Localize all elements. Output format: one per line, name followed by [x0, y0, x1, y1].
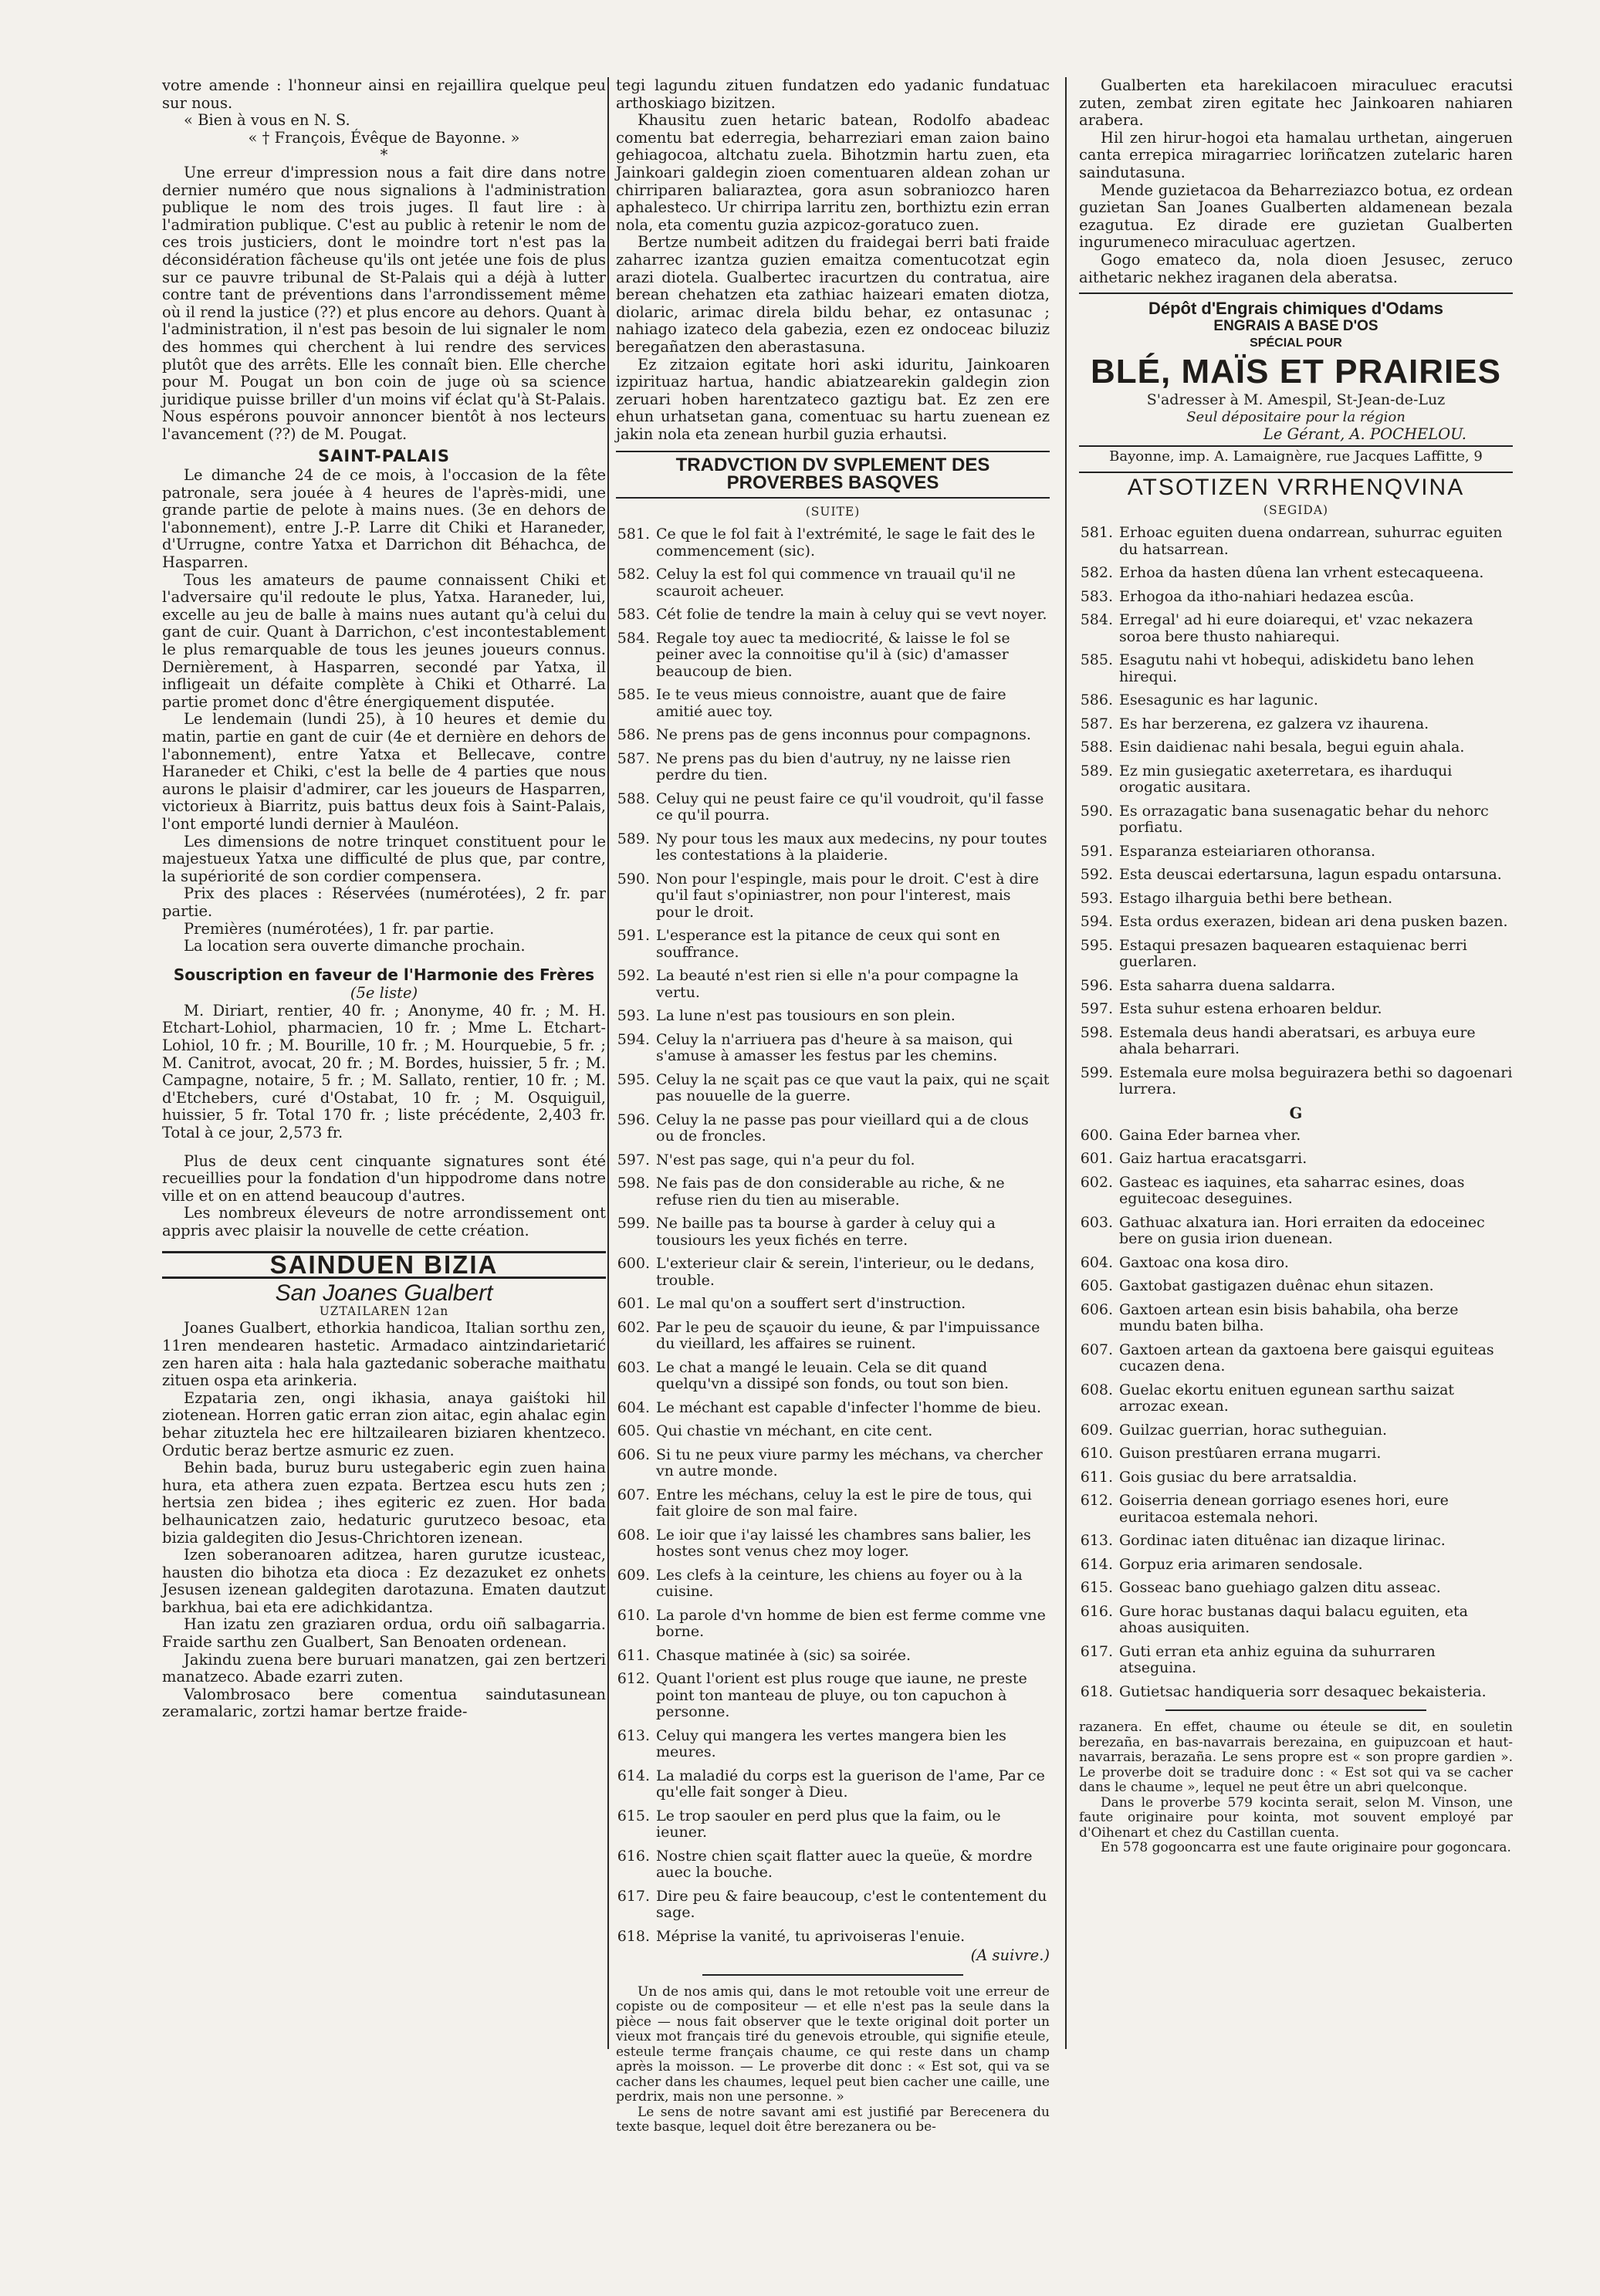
- paragraph: Izen soberanoaren aditzea, haren gurutze icusteac, hausten dio bihotza eta dioca : Ez dezazuket ez onhets Jesusen izenean galdegiten darotazuna. Ematen dautzut barkhua, bai eta ere adichkidantza.: [162, 1546, 606, 1616]
- proverb-number: 606.: [1080, 1300, 1113, 1318]
- paragraph: Gogo ematecо da, nola dioen Jesusec, zeruco aithetaric nekhez iraganen dela aberatsa.: [1079, 250, 1513, 286]
- proverb-number: 583.: [617, 606, 650, 624]
- proverb-item: [616, 1648, 1050, 1665]
- column-rule-2: [1065, 77, 1067, 2049]
- column-1: [162, 77, 606, 1721]
- paragraph: Han izatu zen graziaren ordua, ordu oiñ salbagarria. Fraide sarthu zen Gualbert, San Benoaten ordenean.: [162, 1615, 606, 1652]
- proverb-text: Le chat a mangé le leuain. Cela se dit quand quelqu'vn a dissipé son fonds, ou tout son bien.: [656, 1358, 1010, 1393]
- gerant: Le Gérant, A. POCHELOU.: [1263, 425, 1466, 444]
- proverb-item: [616, 1360, 1050, 1393]
- proverb-number: 616.: [1080, 1602, 1113, 1620]
- proverb-text: Cét folie de tendre la main à celuy qui se vevt noyer.: [656, 606, 1047, 624]
- proverb-number: 618.: [617, 1927, 650, 1945]
- proverb-number: 605.: [1080, 1277, 1113, 1295]
- paragraph: Joanes Gualbert, ethorkia handicoa, Italian sorthu zen, 11ren mendearen hastetic. Armadaco aintzindarietarić zen haren aita : hala hala gaztedanic soberache maithatu zituen ospa eta arinkeria.: [162, 1319, 606, 1390]
- proverb-text: Quant l'orient est plus rouge que iaune, ne preste point ton manteau de pluye, ou ton capuchon à personne.: [656, 1670, 1027, 1721]
- proverb-item: [1079, 652, 1513, 685]
- column-3: [1079, 77, 1513, 1856]
- proverb-number: 614.: [617, 1767, 650, 1784]
- proverb-text: Gaxtoen artean da gaxtoena bere gaisqui eguiteas cucazen dena.: [1119, 1341, 1494, 1375]
- proverb-text: Ne baille pas ta bourse à garder à celuy qui a tousiours les yeux fichés en terre.: [656, 1215, 996, 1249]
- proverb-number: 595.: [1080, 936, 1113, 954]
- proverb-text: Chasque matinée à (sic) sa soirée.: [656, 1646, 912, 1664]
- proverb-item: [616, 1423, 1050, 1440]
- proverb-item: [1079, 1446, 1513, 1462]
- proverb-number: 597.: [1080, 1000, 1113, 1018]
- proverb-item: [616, 751, 1050, 784]
- proverb-item: [1079, 914, 1513, 931]
- column-rule-1: [607, 77, 609, 2049]
- proverb-item: [616, 1447, 1050, 1480]
- footnote: razanera. En effet, chaume ou éteule se dit, en souletin berezaña, en bas-navarrais berezaina, en guipuzcoan et haut-navarrais, berazaña. Le sens propre est « son propre gardien ». Le proverbe doit se traduire donc : « Est sot qui va se cacher dans le chaume », lequel ne peut être un abri quelconque.: [1079, 1719, 1513, 1796]
- proverb-item: [1079, 867, 1513, 884]
- proverb-item: [1079, 1493, 1513, 1526]
- article-date: UZTAILAREN 12an: [319, 1304, 449, 1318]
- proverb-number: 592.: [1080, 866, 1113, 884]
- proverb-text: L'esperance est la pitance de ceux qui sont en souffrance.: [656, 927, 1000, 961]
- footnote: Dans le proverbe 579 kocinta serait, selon M. Vinson, une faute originaire pour kointa, mot souvent employé par d'Oihenart et chez du Castillan cuenta.: [1079, 1794, 1513, 1841]
- paragraph: Jakindu zuena bere buruari manatzen, gai zen bertzeri manatzeco. Abade ezarri zuten.: [162, 1650, 606, 1686]
- paragraph: Behin bada, buruz buru ustegaberic egin zuen haina hura, eta athera zuen ezpata. Bertzea escu huts zen ; hertsia zen bidea ; ihes egiteric ez zuen. Hor bada belhaunicatzen zaio, hedaturic gurutzeco besoac, eta bizia galdegiten dio Jesus-Chrichtoren izenean.: [162, 1459, 606, 1547]
- proverb-item: [616, 1608, 1050, 1641]
- proverb-number: 587.: [1080, 715, 1113, 732]
- proverb-number: 615.: [617, 1807, 650, 1824]
- proverb-item: [1079, 1255, 1513, 1272]
- proverb-text: Si tu ne peux viure parmy les méchans, va chercher vn autre monde.: [656, 1446, 1043, 1480]
- paragraph: La location sera ouverte dimanche prochain.: [184, 937, 526, 955]
- proverb-text: Esta deuscai edertarsuna, lagun espadu ontarsuna.: [1119, 866, 1502, 884]
- proverb-number: 582.: [617, 566, 650, 583]
- proverb-number: 612.: [617, 1670, 650, 1688]
- proverb-item: [1079, 978, 1513, 995]
- proverb-item: [1079, 525, 1513, 558]
- proverb-number: 590.: [617, 870, 650, 888]
- proverb-text: Celuy qui ne peust faire ce qu'il voudroit, qu'il fasse ce qu'il pourra.: [656, 790, 1044, 824]
- proverb-item: [1079, 1533, 1513, 1550]
- proverb-number: 599.: [1080, 1063, 1113, 1081]
- proverb-item: [1079, 1684, 1513, 1701]
- proverb-item: [1079, 1215, 1513, 1248]
- proverb-item: [616, 1296, 1050, 1313]
- proverb-text: Gaiz hartua eracatsgarri.: [1119, 1150, 1307, 1168]
- proverb-item: [616, 1152, 1050, 1169]
- proverb-text: N'est pas sage, qui n'a peur du fol.: [656, 1151, 915, 1168]
- column-2: [616, 77, 1050, 2135]
- paragraph: « Bien à vous en N. S.: [184, 111, 350, 130]
- paragraph: Prix des places : Réservées (numérotées), 2 fr. par partie.: [162, 884, 606, 920]
- paragraph: Khausitu zuen hetaric batean, Rodolfo abadeac comentu bat ederregia, beharreziari eman zaion baino gehiagocoa, altchatu zuela. Bihotzmin hartu zuen, eta Jainkoari galdegin zioen comentuaren aldean zohan ur chirriparen baliaraztea, gora asun sobraniozco haren aphalesteco. Ur chirripa larritu zen, borthiztu ezin erran nola, eta comentu guzia azpicoz-goratuco zuen.: [616, 111, 1050, 234]
- paragraph: Premières (numérotées), 1 fr. par partie.: [184, 919, 495, 938]
- proverb-item: [616, 1320, 1050, 1353]
- proverb-text: Ie te veus mieus connoistre, auant que de faire amitié auec toy.: [656, 686, 1006, 720]
- proverb-text: Le ioir que i'ay laissé les chambres sans balier, les hostes sont venus chez moy loger.: [656, 1526, 1031, 1561]
- proverb-number: 588.: [617, 790, 650, 807]
- proverb-text: Estemala eure molsa beguirazera bethi so dagoenari lurrera.: [1119, 1063, 1513, 1098]
- proverb-text: Par le peu de sçauoir du ieune, & par l'impuissance du vieillard, les affaires se ruinent.: [656, 1318, 1040, 1353]
- divider: [702, 1974, 962, 1976]
- proverb-number: 590.: [1080, 802, 1113, 820]
- proverb-item: [616, 928, 1050, 961]
- proverb-number: 602.: [1080, 1173, 1113, 1191]
- proverb-text: La beauté n'est rien si elle n'a pour compagne la vertu.: [656, 967, 1019, 1001]
- proverb-text: Celuy la est fol qui commence vn trauail qu'il ne scauroit acheuer.: [656, 566, 1016, 600]
- proverb-text: Guelac ekortu enituen egunean sarthu saizat arrozac exean.: [1119, 1381, 1455, 1415]
- proverb-number: 587.: [617, 749, 650, 767]
- paragraph: Mende guzietacoa da Beharreziazco botua, ez ordean guzietan San Joanes Gualberten aldamenean bezala ezagutua. Ez dirade ere guzietan Gualberten ingurumeneco miraculuac agertzen.: [1079, 181, 1513, 252]
- proverb-item: [616, 1848, 1050, 1882]
- paragraph: Une erreur d'impression nous a fait dire dans notre dernier numéro que nous signalions à l'administration publique le nom des trois juges. Il faut lire : à l'admiration publique. C'est au public à retenir le nom de ces trois justiciers, dont le moindre tort n'est pas la déconsidération fâcheuse qu'ils ont jetée une fois de plus sur ce pauvre tribunal de St-Palais qui a déjà à lutter contre tant de préventions dans l'arrondissement même où il rend la justice (??) et plus encore au dehors. Quant à l'administration, il n'est pas besoin de lui signaler le nom des hommes qui cherchent à lui rendre des services plutôt que des arrêts. Elle les connaît bien. Elle cherche pour M. Pougat un bon coin de juge où sa science juridique puisse briller d'un moins vif éclat qu'à St-Palais. Nous espérons pouvoir annoncer bientôt à nos lecteurs l'avancement (??) de M. Pougat.: [162, 163, 606, 443]
- proverb-number: 597.: [617, 1151, 650, 1168]
- proverb-text: Celuy la n'arriuera pas d'heure à sa maison, qui s'amuse à amasser les festus par les chemins.: [656, 1030, 1013, 1065]
- proverb-text: Estemala deus handi aberatsari, es arbuya eure ahala beharrari.: [1119, 1023, 1476, 1058]
- proverb-text: Es har berzerena, ez galzera vz ihaurena.: [1119, 715, 1429, 732]
- proverb-number: 592.: [617, 967, 650, 985]
- to-be-continued: (A suivre.): [970, 1946, 1050, 1965]
- proverb-number: 618.: [1080, 1682, 1113, 1700]
- signature: « † François, Évêque de Bayonne. »: [248, 128, 520, 147]
- proverb-text: Méprise la vanité, tu aprivoiseras l'enuie.: [656, 1927, 966, 1945]
- divider: [1079, 472, 1513, 473]
- proverb-item: [616, 1032, 1050, 1065]
- ad-title: Dépôt d'Engrais chimiques d'Odams: [1148, 299, 1444, 319]
- proverb-text: Gois gusiac du bere arratsaldia.: [1119, 1468, 1358, 1486]
- proverb-text: Gaina Eder barnea vher.: [1119, 1126, 1301, 1144]
- proverb-item: [1079, 938, 1513, 971]
- imprint: Bayonne, imp. A. Lamaignère, rue Jacques Laffitte, 9: [1109, 448, 1483, 465]
- proverb-text: Entre les méchans, celuy la est le pire de tous, qui fait gloire de son mal faire.: [656, 1486, 1032, 1520]
- footnote: Le sens de notre savant ami est justifié par Berecenera du texte basque, lequel doit être berezanera ou be-: [616, 2104, 1050, 2135]
- proverb-number: 605.: [617, 1422, 650, 1440]
- proverb-text: La parole d'vn homme de bien est ferme comme vne borne.: [656, 1606, 1046, 1641]
- proverb-item: [616, 1728, 1050, 1761]
- proverb-number: 609.: [617, 1566, 650, 1584]
- proverb-text: Gaxtoac ona kosa diro.: [1119, 1253, 1289, 1271]
- paragraph: M. Diriart, rentier, 40 fr. ; Anonyme, 40 fr. ; M. H. Etchart-Lohiol, pharmacien, 10 fr. ; Mme L. Etchart-Lohiol, 10 fr. ; M. Bourille, 10 fr. ; M. Hourquebie, 5 fr. ; M. Canitrot, avocat, 20 fr. ; M. Bordes, huissier, 5 fr. ; M. Campagne, notaire, 5 fr. ; M. Sallato, rentier, 10 fr. ; M. d'Etchebers, curé d'Ostabat, 10 fr. ; M. Osquiguil, huissier, 5 fr. Total 170 fr. ; liste précédente, 2,403 fr. Total à ce jour, 2,573 fr.: [162, 1001, 606, 1142]
- proverb-text: Gure horac bustanas daqui balacu eguiten, eta ahoas ausiquiten.: [1119, 1602, 1468, 1637]
- proverb-number: 616.: [617, 1847, 650, 1865]
- proverb-number: 613.: [617, 1726, 650, 1744]
- translation-heading: TRADVCTION DV SVPLEMENT DES PROVERBES BASQVES: [616, 451, 1050, 498]
- proverb-text: Esin daidienac nahi besala, begui eguin ahala.: [1119, 739, 1465, 756]
- proverb-number: 614.: [1080, 1555, 1113, 1573]
- paragraph: Le lendemain (lundi 25), à 10 heures et demie du matin, partie en gant de cuir (4e et dernière en dehors de l'abonnement), entre Yatxa et Bellecave, contre Haraneder et Chiki, c'est la belle de 4 parties que nous aurons le plaisir d'admirer, car les joueurs de Hasparren, victorieux à Biarritz, puis battus deux fois à Saint-Palais, l'ont emporté lundi dernier à Mauléon.: [162, 710, 606, 833]
- proverb-text: Guilzac guerrian, horac sutheguian.: [1119, 1421, 1388, 1439]
- proverb-item: [616, 727, 1050, 744]
- proverb-item: [616, 526, 1050, 560]
- proverb-text: Gathuac alxatura ian. Hori erraiten da edoceinec bere on gusia irion duenean.: [1119, 1213, 1485, 1248]
- proverb-item: [616, 791, 1050, 824]
- proverb-item: [616, 1256, 1050, 1289]
- proverb-number: 600.: [617, 1255, 650, 1273]
- proverb-number: 583.: [1080, 587, 1113, 605]
- proverb-number: 613.: [1080, 1532, 1113, 1550]
- proverb-number: 593.: [1080, 889, 1113, 907]
- proverb-number: 594.: [1080, 913, 1113, 931]
- proverb-text: Gaxtoen artean esin bisis bahabila, oha berze mundu baten bilha.: [1119, 1300, 1459, 1335]
- proverb-item: [1079, 844, 1513, 861]
- proverb-number: 586.: [1080, 692, 1113, 709]
- proverb-text: Goiserria denean gorriago esenes hori, eure euritacoa estemala nehori.: [1119, 1492, 1449, 1526]
- translation-subheading: (SUITE): [805, 504, 861, 519]
- proverb-number: 611.: [1080, 1468, 1113, 1486]
- paragraph: Les nombreux éleveurs de notre arrondissement ont appris avec plaisir la nouvelle de cette création.: [162, 1204, 606, 1239]
- proverb-text: Gasteac es iaquines, eta saharrac esines, doas eguitecoac deseguines.: [1119, 1173, 1465, 1208]
- proverb-number: 591.: [1080, 842, 1113, 860]
- ad-subtitle: SPÉCIAL POUR: [1250, 336, 1342, 350]
- proverb-number: 604.: [1080, 1253, 1113, 1271]
- proverb-text: Les clefs à la ceinture, les chiens au foyer ou à la cuisine.: [656, 1566, 1023, 1601]
- proverb-item: [1079, 739, 1513, 756]
- proverb-number: 584.: [1080, 611, 1113, 629]
- proverb-item: [1079, 1580, 1513, 1597]
- proverb-item: [616, 1567, 1050, 1601]
- proverb-text: Ce que le fol fait à l'extrémité, le sage le fait des le commencement (sic).: [656, 526, 1036, 560]
- ad-headline: BLÉ, MAÏS ET PRAIRIES: [1091, 352, 1501, 391]
- proverb-item: [1079, 1278, 1513, 1295]
- footnote: Un de nos amis qui, dans le mot retouble voit une erreur de copiste ou de compositeur — et elle n'est pas la seule dans la pièce — nous fait observer que le texte original doit porter un vieux mot français tiré du genevois etrouble, qui signifie eteule, esteule terme français chaume, ce qui reste dans un champ après la moisson. — Le proverbe dit donc : « Est sot, qui va se cacher dans les chaumes, lequel peut bien cacher une caille, une perdrix, mais non une personne. »: [616, 1983, 1050, 2105]
- proverb-text: Celuy la ne sçait pas ce que vaut la paix, qui ne sçait pas nouuelle de la guerre.: [656, 1070, 1050, 1105]
- proverb-item: [616, 1216, 1050, 1249]
- proverb-number: 600.: [1080, 1126, 1113, 1144]
- proverb-text: Erhoa da hasten dûena lan vrhent estecaqueena.: [1119, 564, 1484, 582]
- proverb-item: [1079, 891, 1513, 908]
- proverb-number: 596.: [617, 1111, 650, 1128]
- proverb-number: 585.: [1080, 651, 1113, 669]
- proverb-text: Esagutu nahi vt hobequi, adiskidetu bano lehen hirequi.: [1119, 651, 1474, 685]
- proverb-text: Es orrazagatic bana susenagatic behar du nehorc porfiatu.: [1119, 802, 1489, 837]
- proverb-item: [616, 1400, 1050, 1417]
- proverb-number: 607.: [617, 1486, 650, 1503]
- proverb-number: 596.: [1080, 976, 1113, 994]
- paragraph: Le dimanche 24 de ce mois, à l'occasion de la fête patronale, sera jouée à 4 heures de l'après-midi, une grande partie de pelote à mains nues. (3e en dehors de l'abonnement), entre J.-P. Larre dit Chiki et Haraneder, d'Urrugne, contre Yatxa et Darrichon dit Béhachca, de Hasparren.: [162, 466, 606, 572]
- proverb-number: 611.: [617, 1646, 650, 1664]
- proverb-item: [1079, 589, 1513, 606]
- proverb-number: 610.: [1080, 1445, 1113, 1462]
- proverbs-subheading: (SEGIDA): [1263, 502, 1329, 517]
- proverb-item: [1079, 612, 1513, 645]
- proverb-item: [1079, 1644, 1513, 1677]
- paragraph: Tous les amateurs de paume connaissent Chiki et l'adversaire qu'il redoute le plus, Yatxa. Haraneder, lui, excelle au jeu de balle à mains nues autant qu'à celui du gant de cuir. Quant à Darrichon, c'est incontestablement le plus remarquable de tous les jeunes joueurs connus. Dernièrement, à Hasparren, secondé par Yatxa, il infligeait un défaite complète à Chiki et Otharré. La partie promet donc d'être énergiquement disputée.: [162, 570, 606, 711]
- proverb-number: 610.: [617, 1606, 650, 1624]
- proverb-number: 603.: [1080, 1213, 1113, 1231]
- proverb-text: La lune n'est pas tousiours en son plein.: [656, 1007, 956, 1025]
- proverb-number: 581.: [1080, 524, 1113, 542]
- paragraph: Les dimensions de notre trinquet constituent pour le majestueux Yatxa une difficulté de plus que, par contre, la supériorité de son cordier compensera.: [162, 832, 606, 885]
- proverb-item: [616, 687, 1050, 720]
- proverb-number: 585.: [617, 686, 650, 704]
- proverb-number: 615.: [1080, 1579, 1113, 1597]
- proverb-number: 608.: [1080, 1381, 1113, 1398]
- paragraph: Hil zen hirur-hogoi eta hamalau urthetan, aingeruen canta errepica miragarriec loriñcatzen zutelaric haren saindutasuna.: [1079, 128, 1513, 181]
- proverb-text: Ne prens pas du bien d'autruy, ny ne laisse rien perdre du tien.: [656, 749, 1011, 784]
- divider: [1079, 292, 1513, 294]
- proverb-number: 617.: [617, 1887, 650, 1905]
- proverb-text: Estago ilharguia bethi bere bethean.: [1119, 889, 1393, 907]
- proverb-number: 602.: [617, 1318, 650, 1336]
- proverb-item: [1079, 1382, 1513, 1415]
- proverb-item: [1079, 1151, 1513, 1168]
- proverb-number: 581.: [617, 526, 650, 543]
- proverb-item: [616, 968, 1050, 1001]
- proverb-item: [1079, 1469, 1513, 1486]
- proverb-text: Non pour l'espingle, mais pour le droit. C'est à dire qu'il faut s'opiniastrer, non pour l'interest, mais pour le droit.: [656, 870, 1040, 921]
- proverb-number: 604.: [617, 1398, 650, 1416]
- proverb-item: G: [1289, 1104, 1303, 1122]
- proverb-text: Ez min gusiegatic axeterretara, es iharduqui orogatic ausitara.: [1119, 762, 1453, 796]
- proverb-text: La maladié du corps est la guerison de l'ame, Par ce qu'elle fait songer à Dieu.: [656, 1767, 1045, 1801]
- proverb-text: Esparanza esteiariaren othoransa.: [1119, 842, 1376, 860]
- proverb-item: [1079, 1128, 1513, 1145]
- proverb-number: 595.: [617, 1070, 650, 1088]
- proverb-item: [616, 1808, 1050, 1841]
- proverb-text: Gordinac iaten dituênac ian dizaque lirinac.: [1119, 1532, 1446, 1550]
- proverb-text: Esta suhur estena erhoaren beldur.: [1119, 1000, 1382, 1018]
- proverbs-heading: ATSOTIZEN VRRHENQVINA: [1127, 475, 1465, 501]
- proverb-number: 582.: [1080, 564, 1113, 582]
- proverb-text: Regale toy auec ta mediocrité, & laisse le fol se peiner avec la connoitise qu'il à (sic) d'amasser beaucoup de bien.: [656, 629, 1010, 680]
- paragraph: Ez zitzaion egitate hori aski iduritu, Jainkoaren izpirituaz hartua, handic abiatzearekin galdegin zion zeruari hoben harentzateco gaztigu bat. Ez zen ere ehun urhatsetan gana, comentuac su hartu zuenean ez jakin nola eta zenean hurbil guzia erhautsi.: [616, 355, 1050, 443]
- proverb-number: 594.: [617, 1030, 650, 1048]
- proverb-text: Erhoac eguiten duena ondarrean, suhurrac eguiten du hatsarrean.: [1119, 524, 1503, 558]
- proverb-number: 612.: [1080, 1492, 1113, 1510]
- proverb-text: Gaxtobat gastigazen duênac ehun sitazen.: [1119, 1277, 1434, 1295]
- proverb-item: [1079, 692, 1513, 709]
- proverb-number: 586.: [617, 726, 650, 744]
- proverb-number: 617.: [1080, 1642, 1113, 1660]
- proverb-item: [1079, 1302, 1513, 1335]
- proverb-item: [1079, 1604, 1513, 1637]
- proverb-number: 589.: [1080, 762, 1113, 779]
- paragraph: Valombrosaco bere comentua saindutasunean zeramalaric, zortzi hamar bertze fraide-: [162, 1685, 606, 1721]
- proverb-item: [616, 1768, 1050, 1801]
- proverb-text: L'exterieur clair & serein, l'interieur, ou le dedans, trouble.: [656, 1255, 1035, 1289]
- proverb-item: [1079, 565, 1513, 582]
- proverb-item: [616, 631, 1050, 681]
- proverb-number: 609.: [1080, 1421, 1113, 1439]
- proverb-text: Esesagunic es har lagunic.: [1119, 692, 1318, 709]
- proverb-number: 607.: [1080, 1341, 1113, 1358]
- proverb-item: [616, 1072, 1050, 1105]
- proverb-text: Dire peu & faire beaucoup, c'est le contentement du sage.: [656, 1887, 1047, 1922]
- proverb-text: Nostre chien sçait flatter auec la queüe, & mordre auec la bouche.: [656, 1847, 1033, 1882]
- proverb-text: Celuy qui mangera les vertes mangera bien les meures.: [656, 1726, 1006, 1761]
- paragraph: tegi lagundu zituen fundatzen edo yadanic fundatuac arthoskiago bizitzen.: [616, 76, 1050, 112]
- proverb-item: [1079, 1001, 1513, 1018]
- proverb-item: [1079, 763, 1513, 796]
- section-heading: Souscription en faveur de l'Harmonie des Frères: [173, 965, 595, 984]
- proverb-number: 591.: [617, 927, 650, 945]
- proverb-text: Gorpuz eria arimaren sendosale.: [1119, 1555, 1363, 1573]
- paragraph: Ezpataria zen, ongi ikhasia, anaya gaiśtoki hil ziotenean. Horren gatic erran zion aitac, egin ahalac egin behar zituztela hec ere hiltzailearen biziaren khentzeco. Ordutic beraz bertze asmuric ez zuen.: [162, 1388, 606, 1459]
- proverb-number: 599.: [617, 1215, 650, 1233]
- proverb-item: [1079, 1342, 1513, 1375]
- proverb-item: [616, 1889, 1050, 1922]
- proverb-item: [1079, 716, 1513, 733]
- proverb-item: [616, 566, 1050, 600]
- advertisement: [1079, 300, 1513, 426]
- proverb-text: Esta saharra duena saldarra.: [1119, 976, 1336, 994]
- article-title: San Joanes Gualbert: [275, 1280, 493, 1307]
- proverb-item: [616, 1527, 1050, 1561]
- proverb-number: 603.: [617, 1358, 650, 1376]
- separator: *: [380, 146, 388, 164]
- proverb-list-basque: [1079, 525, 1513, 1700]
- proverb-number: 598.: [617, 1175, 650, 1192]
- proverb-number: 584.: [617, 629, 650, 647]
- proverb-item: [616, 871, 1050, 921]
- proverb-text: Ne prens pas de gens inconnus pour compagnons.: [656, 726, 1031, 744]
- proverb-item: [616, 607, 1050, 624]
- proverb-item: [1079, 803, 1513, 837]
- proverb-item: [1079, 1025, 1513, 1058]
- paragraph: Plus de deux cent cinquante signatures sont été recueillies pour la fondation d'un hippodrome dans notre ville et on en attend beaucoup d'autres.: [162, 1151, 606, 1205]
- proverb-text: Ny pour tous les maux aux medecins, ny pour toutes les contestations à la plaiderie.: [656, 830, 1047, 864]
- section-banner: SAINDUEN BIZIA: [162, 1251, 606, 1280]
- proverb-item: [1079, 1065, 1513, 1098]
- subheading: (5e liste): [350, 984, 418, 1003]
- proverb-text: Guison prestûaren errana mugarri.: [1119, 1445, 1382, 1462]
- divider: [1079, 445, 1513, 447]
- proverb-number: 608.: [617, 1526, 650, 1544]
- section-heading: SAINT-PALAIS: [317, 447, 450, 466]
- proverb-text: Esta ordus exerazen, bidean ari dena pusken bazen.: [1119, 913, 1508, 931]
- proverb-number: 601.: [617, 1295, 650, 1313]
- paragraph: votre amende : l'honneur ainsi en rejaillira quelque peu sur nous.: [162, 76, 606, 112]
- proverb-text: Estaqui presazen baquearen estaquienac berri guerlaren.: [1119, 936, 1467, 971]
- proverb-text: Ne fais pas de don considerable au riche, & ne refuse rien du tien au miserable.: [656, 1175, 1005, 1209]
- ad-subtitle: ENGRAIS A BASE D'OS: [1213, 317, 1378, 334]
- proverb-item: [616, 831, 1050, 864]
- proverb-number: 593.: [617, 1007, 650, 1025]
- proverb-item: [1079, 1422, 1513, 1439]
- proverb-text: Le trop saouler en perd plus que la faim, ou le ieuner.: [656, 1807, 1001, 1841]
- proverb-item: [616, 1112, 1050, 1145]
- proverb-item: [1079, 1175, 1513, 1208]
- proverb-item: [616, 1671, 1050, 1721]
- proverb-item: [616, 1175, 1050, 1209]
- proverb-item: [616, 1008, 1050, 1025]
- proverb-number: 601.: [1080, 1150, 1113, 1168]
- proverb-text: Qui chastie vn méchant, en cite cent.: [656, 1422, 933, 1440]
- divider: [1165, 1709, 1426, 1711]
- ad-contact: S'adresser à M. Amespil, St-Jean-de-Luz: [1146, 391, 1446, 408]
- ad-note: Seul dépositaire pour la région: [1186, 408, 1405, 425]
- proverb-list-french: [616, 526, 1050, 1945]
- proverb-text: Gosseac bano guehiago galzen ditu asseac.: [1119, 1579, 1441, 1597]
- proverb-text: Celuy la ne passe pas pour vieillard qui a de clous ou de froncles.: [656, 1111, 1029, 1145]
- proverb-number: 588.: [1080, 739, 1113, 756]
- proverb-item: [616, 1929, 1050, 1946]
- proverb-number: 598.: [1080, 1023, 1113, 1041]
- proverb-text: Gutietsac handiqueria sorr desaquec bekaisteria.: [1119, 1682, 1487, 1700]
- proverb-text: Guti erran eta anhiz eguina da suhurraren atseguina.: [1119, 1642, 1436, 1677]
- proverb-text: Erregal' ad hi eure doiarequi, et' vzac nekazera soroa bere thusto nahiarequi.: [1119, 611, 1473, 645]
- proverb-number: 589.: [617, 830, 650, 847]
- proverb-number: 606.: [617, 1446, 650, 1463]
- proverb-item: [1079, 1557, 1513, 1574]
- paragraph: Gualberten eta harekilacoen miraculuec eracutsi zuten, zembat ziren egitate hec Jainkoaren nahiaren arabera.: [1079, 76, 1513, 130]
- proverb-text: Le mal qu'on a souffert sert d'instruction.: [656, 1295, 966, 1313]
- paragraph: Bertze numbeit aditzen du fraidegai berri bati fraide zaharrec izantza guzien emaitza comentucotzat egin arazi diotela. Gualbertec iracurtzen du contratua, aire berean chehatzen eta zathiac haizeari ematen diotza, diolaric, arimac direla bildu behar, ez ontasunac ; nahiago izateco dela gabezia, ezen ez ondoceac biluziz beregañatzen den aberastasuna.: [616, 233, 1050, 356]
- footnote: En 578 gogooncarra est une faute originaire pour gogoncara.: [1101, 1840, 1511, 1856]
- proverb-text: Erhogoa da itho-nahiari hedazea escûa.: [1119, 587, 1415, 605]
- proverb-item: [616, 1487, 1050, 1520]
- proverb-text: Le méchant est capable d'infecter l'homme de bieu.: [656, 1398, 1042, 1416]
